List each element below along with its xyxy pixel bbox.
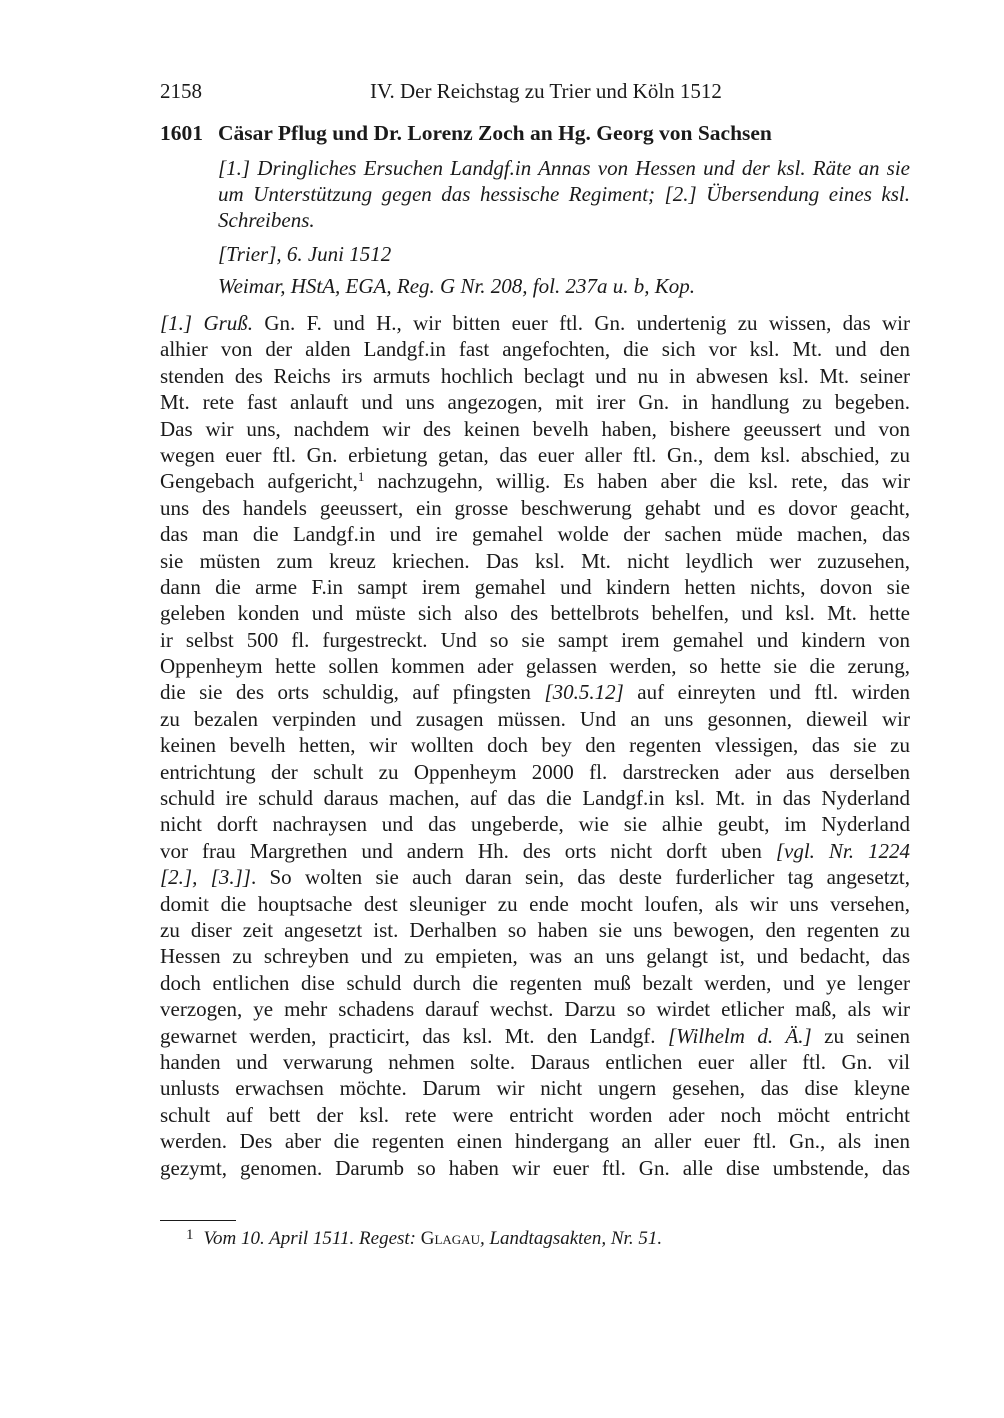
body-line: gezymt, genomen. Darumb so haben wir euer ftl. Gn. alle dise umbstende, das [160,1155,910,1180]
body-line: sie müsten zum kreuz kriechen. Das ksl. Mt. nicht leydlich wer zuzusehen, [160,548,910,573]
running-head: IV. Der Reichstag zu Trier und Köln 1512 [370,79,722,103]
section-marker: [1.] Gruß. [160,311,254,335]
body-line: gewarnet werden, practicirt, das ksl. Mt. den Landgf. [Wilhelm d. Ä.] zu seinen [160,1023,910,1048]
document-number: 1601 [160,121,203,145]
body-line: ir selbst 500 fl. furgestreckt. Und so sie sampt irem gemahel und kindern von [160,627,910,652]
editorial-note: [Wilhelm d. Ä.] [667,1023,812,1048]
body-line: nicht dorft nachraysen und das ungeberde, wie sie alhie geubt, im Nyderland [160,812,910,837]
body-line: Oppenheym hette sollen kommen ader gelassen werden, so hette sie die zerung, [160,654,910,679]
body-line: [2.], [3.]]. So wolten sie auch daran sein, das deste furderlicher tag angesetzt, [160,865,910,890]
body-line: stenden des Reichs irs armuts hochlich beclagt und nu in abwesen ksl. Mt. seiner [160,363,910,388]
editorial-note: [vgl. Nr. 1224 [775,838,910,863]
body-line: domit die houptsache dest sleuniger zu ende mocht loufen, als wir uns versehen, [160,891,910,916]
body-line: zu bezalen verpinden und zusagen müssen. Und an uns gesonnen, dieweil wir [160,706,910,731]
body-line: wegen euer ftl. Gn. erbietung getan, das euer aller ftl. Gn., dem ksl. abschied, zu [160,442,910,467]
body-line: das man die Landgf.in und ire gemahel wolde der sachen müde machen, das [160,522,910,547]
body-line: zu diser zeit angesetzt ist. Derhalben so haben sie uns bewogen, den regenten zu [160,917,910,942]
regest: [1.] Dringliches Ersuchen Landgf.in Annas von Hessen und der ksl. Räte an sie um Unterstützung gegen das hessische Regiment; [2.] Übersendung eines ksl. Schreibens. [218,156,910,232]
body-line: handen und verwarung nehmen solte. Daraus entlichen euer aller ftl. Gn. vil [160,1049,910,1074]
body-line: doch entlichen dise schuld durch die regenten muß bezalt werden, und ye lenger [160,970,910,995]
body-line: die sie des orts schuldig, auf pfingsten [30.5.12] auf einreyten und ftl. wirden [160,680,910,705]
body-line: schuld ire schuld daraus machen, auf das die Landgf.in ksl. Mt. in das Nyderland [160,786,910,811]
footnote: $^1$ Vom 10. April 1511. Regest: Glagau, Landtagsakten, Nr. 51. [186,1227,663,1249]
footnote-reference[interactable]: 1 [357,469,365,485]
body-line: geleben konden und müste sich also des bettelbrots behelfen, und ksl. Mt. hette [160,601,910,626]
body-line: alhier von der alden Landgf.in fast angefochten, die sich vor ksl. Mt. und den [160,337,910,362]
body-line: werden. Des aber die regenten einen hindergang an aller euer ftl. Gn., als inen [160,1129,910,1154]
document-date: [Trier], 6. Juni 1512 [218,242,392,266]
body-line: uns des handels geeussert, ein grosse beschwerung gehabt und es dovor geacht, [160,495,910,520]
body-line: vor frau Margrethen und andern Hh. des orts nicht dorft uben [vgl. Nr. 1224 [160,838,910,863]
page-number: 2158 [160,79,202,103]
body-line: verzogen, ye mehr schadens darauf wechst. Darzu so wirdet etlicher maß, als wir [160,997,910,1022]
body-line: [1.] Gruß. Gn. F. und H., wir bitten euer ftl. Gn. undertenig zu wissen, das wir [160,311,910,335]
body-line: dann die arme F.in sampt irem gemahel und kindern hetten nichts, dovon sie [160,574,910,599]
body-line: Mt. rete fast anlauft und uns angezogen, mit irer Gn. in handlung zu begeben. [160,390,910,415]
body-line: unlusts erwachsen möchte. Darum wir nicht ungern gesehen, das dise kleyne [160,1076,910,1101]
body-line: Hessen zu schreyben und zu empieten, was an uns gelangt ist, und bedacht, das [160,944,910,969]
page-header [160,79,910,109]
body-line: Gengebach aufgericht,$^1$ nachzugehn, willig. Es haben aber die ksl. rete, das wir [160,469,910,494]
body-line: entrichtung der schult zu Oppenheym 2000 fl. darstrecken ader aus derselben [160,759,910,784]
document-source: Weimar, HStA, EGA, Reg. G Nr. 208, fol. 237a u. b, Kop. [218,274,695,298]
body-line: Das wir uns, nachdem wir des keinen bevelh haben, bishere geeussert und von [160,416,910,441]
editorial-note: [30.5.12] [544,680,624,705]
editorial-note: [2.], [3.]] [160,865,251,890]
document-title [160,121,910,146]
body-line: schult auf bett der ksl. rete were entricht worden ader noch möcht entricht [160,1102,910,1127]
body-text [160,310,910,1181]
footnote-mark: 1 [186,1227,194,1243]
body-line: keinen bevelh hetten, wir wollten doch bey den regenten vlessigen, das sie zu [160,733,910,758]
document-title-text: Cäsar Pflug und Dr. Lorenz Zoch an Hg. Georg von Sachsen [218,121,772,145]
footnote-divider [160,1220,236,1221]
footnote-author: Glagau [420,1228,480,1249]
